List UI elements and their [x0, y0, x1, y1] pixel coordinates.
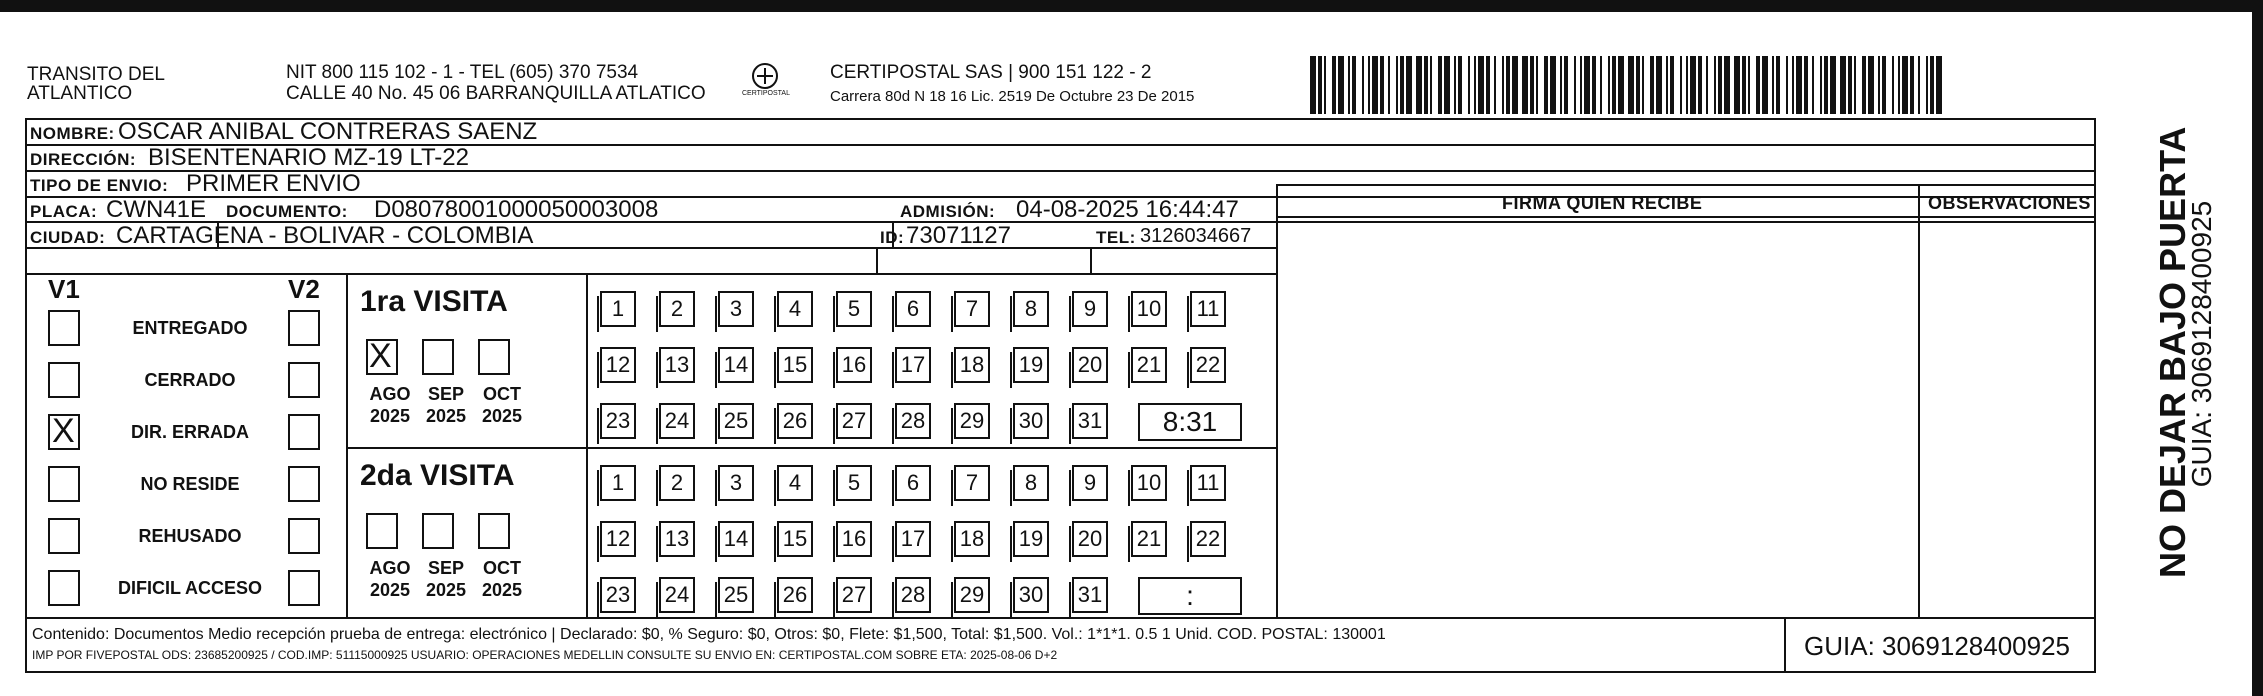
org-line1: TRANSITO DEL [27, 64, 165, 85]
barcode-bar [1636, 56, 1640, 114]
barcode-bar [1608, 56, 1610, 114]
month-checkbox[interactable] [478, 339, 510, 375]
barcode-bar [1734, 56, 1740, 114]
id-value: 73071127 [906, 222, 1011, 249]
day-box[interactable]: 10 [1131, 465, 1167, 501]
day-box[interactable]: 30 [1013, 577, 1049, 613]
barcode-bar [1522, 56, 1528, 114]
day-box[interactable]: 11 [1190, 465, 1226, 501]
day-box[interactable]: 12 [600, 347, 636, 383]
day-box[interactable]: 23 [600, 577, 636, 613]
day-box[interactable]: 11 [1190, 291, 1226, 327]
day-box[interactable]: 18 [954, 347, 990, 383]
day-box[interactable]: 2 [659, 465, 695, 501]
day-box[interactable]: 16 [836, 521, 872, 557]
barcode-bar [1550, 56, 1556, 114]
barcode-bar [1812, 56, 1814, 114]
footer-line1: Contenido: Documentos Medio recepción prueba de entrega: electrónico | Declarado: $0, % Seguro: $0, Otros: $0, Flete: $1,500, Total: $1,500. Vol.: 1*1*1. 0.5 1 Unid. COD. POSTAL: 130001 [32, 626, 1386, 643]
barcode-bar [1416, 56, 1422, 114]
rule [25, 273, 1278, 275]
barcode-bar [1724, 56, 1730, 114]
barcode-bar [1372, 56, 1378, 114]
v1-checkbox[interactable] [48, 570, 80, 606]
day-box[interactable]: 15 [777, 347, 813, 383]
year-label: 2025 [369, 406, 411, 426]
barcode-bar [1494, 56, 1496, 114]
placa-label: PLACA: [30, 202, 98, 221]
rule [346, 273, 348, 619]
day-box[interactable]: 27 [836, 403, 872, 439]
rule [1276, 184, 2096, 186]
logo-text: CERTIPOSTAL [742, 90, 790, 97]
barcode-bar [1564, 56, 1568, 114]
firma-header: FIRMA QUIEN RECIBE [1502, 193, 1703, 213]
barcode-bar [1910, 56, 1914, 114]
month-checkbox[interactable] [422, 339, 454, 375]
day-box[interactable]: 10 [1131, 291, 1167, 327]
day-box[interactable]: 24 [659, 403, 695, 439]
barcode-bar [1468, 56, 1470, 114]
documento-label: DOCUMENTO: [226, 202, 348, 221]
ciudad-value: CARTAGENA - BOLIVAR - COLOMBIA [116, 222, 534, 249]
footer-guia: GUIA: 3069128400925 [1804, 631, 2070, 661]
barcode-bar [1600, 56, 1602, 114]
side-text [2104, 126, 2244, 610]
day-box[interactable]: 26 [777, 403, 813, 439]
rule [25, 118, 27, 673]
year-label: 2025 [425, 406, 467, 426]
placa-value: CWN41E [106, 196, 207, 223]
barcode-bar [1898, 56, 1900, 114]
day-box[interactable]: 3 [718, 291, 754, 327]
barcode-bar [1670, 56, 1674, 114]
documento-value: D08078001000050003008 [374, 196, 659, 223]
barcode-bar [1502, 56, 1504, 114]
v1-checkbox[interactable] [48, 518, 80, 554]
nit-line: NIT 800 115 102 - 1 - TEL (605) 370 7534 [286, 62, 639, 83]
rule [346, 447, 1278, 449]
month-checkbox[interactable] [422, 513, 454, 549]
day-box[interactable]: 27 [836, 577, 872, 613]
rule [876, 247, 878, 273]
rule [1090, 247, 1092, 273]
barcode-bar [1592, 56, 1596, 114]
day-box[interactable]: 25 [718, 577, 754, 613]
day-box[interactable]: 7 [954, 291, 990, 327]
day-box[interactable]: 21 [1131, 347, 1167, 383]
status-label: DIR. ERRADA [130, 422, 249, 442]
day-box[interactable]: 6 [895, 291, 931, 327]
barcode-bar [1830, 56, 1836, 114]
day-box[interactable]: 1 [600, 291, 636, 327]
day-box[interactable]: 22 [1190, 347, 1226, 383]
day-box[interactable]: 13 [659, 347, 695, 383]
day-box[interactable]: 25 [718, 403, 754, 439]
company-line: CERTIPOSTAL SAS | 900 151 122 - 2 [830, 62, 1152, 83]
barcode-bar [1714, 56, 1716, 114]
rule [586, 273, 588, 619]
day-box[interactable]: 7 [954, 465, 990, 501]
day-box[interactable]: 26 [777, 577, 813, 613]
barcode-bar [1902, 56, 1908, 114]
nombre-value: OSCAR ANIBAL CONTRERAS SAENZ [118, 118, 538, 145]
barcode-bar [1380, 56, 1384, 114]
day-box[interactable]: 20 [1072, 347, 1108, 383]
day-box[interactable]: 15 [777, 521, 813, 557]
v1-checkbox[interactable] [48, 362, 80, 398]
barcode-bar [1706, 56, 1708, 114]
day-box[interactable]: 8 [1013, 465, 1049, 501]
rule [1276, 184, 1278, 619]
barcode-bar [1310, 56, 1316, 114]
v1-label: V1 [48, 274, 80, 304]
month-label: SEP [427, 384, 465, 404]
status-label: ENTREGADO [132, 318, 248, 338]
barcode-bar [1868, 56, 1874, 114]
year-label: 2025 [369, 580, 411, 600]
year-label: 2025 [481, 406, 523, 426]
barcode-bar [1388, 56, 1390, 114]
tel-label: TEL: [1096, 228, 1136, 247]
day-box[interactable]: 18 [954, 521, 990, 557]
barcode-bar [1930, 56, 1934, 114]
day-box[interactable]: 28 [895, 403, 931, 439]
barcode-bar [1756, 56, 1760, 114]
barcode-bar [1786, 56, 1788, 114]
status-label: NO RESIDE [140, 474, 240, 494]
barcode-bar [1772, 56, 1774, 114]
month-checkbox[interactable] [478, 513, 510, 549]
scan-top-edge [0, 0, 2263, 12]
rule [1276, 216, 2096, 218]
barcode-bar [1406, 56, 1412, 114]
day-box[interactable]: 12 [600, 521, 636, 557]
footer-line2: IMP POR FIVEPOSTAL ODS: 23685200925 / COD.IMP: 51115000925 USUARIO: OPERACIONES MEDELLIN CONSULTE SU ENVIO EN: CERTIPOSTAL.COM SOBRE ETA: 2025-08-06 D+2 [32, 648, 1058, 662]
barcode-bar [1892, 56, 1894, 114]
rule [1784, 617, 1786, 671]
barcode-bar [1318, 56, 1322, 114]
v1-checkbox[interactable] [48, 310, 80, 346]
v2-checkbox[interactable] [288, 414, 320, 450]
time-box: : [1138, 577, 1242, 615]
barcode-bar [1368, 56, 1370, 114]
ciudad-label: CIUDAD: [30, 228, 106, 247]
direccion-value: BISENTENARIO MZ-19 LT-22 [148, 144, 469, 171]
barcode-bar [1618, 56, 1624, 114]
barcode-bar [1776, 56, 1780, 114]
tel-value: 3126034667 [1140, 225, 1252, 247]
address-line: CALLE 40 No. 45 06 BARRANQUILLA ATLATICO [286, 83, 706, 104]
day-box[interactable]: 4 [777, 465, 813, 501]
barcode-bar [1506, 56, 1510, 114]
status-label: DIFICIL ACCESO [117, 578, 262, 598]
license-line: Carrera 80d N 18 16 Lic. 2519 De Octubre 23 De 2015 [830, 88, 1195, 105]
day-box[interactable]: 30 [1013, 403, 1049, 439]
v2-checkbox[interactable] [288, 310, 320, 346]
certipostal-logo [738, 60, 792, 104]
barcode-bar [1742, 56, 1746, 114]
org-line2: ATLANTICO [27, 83, 133, 104]
barcode-bar [1926, 56, 1928, 114]
month-checkbox[interactable] [366, 339, 398, 375]
day-box[interactable]: 6 [895, 465, 931, 501]
barcode-bar [1560, 56, 1562, 114]
tipo-value: PRIMER ENVIO [186, 170, 361, 197]
v2-checkbox[interactable] [288, 362, 320, 398]
barcode-bar [1424, 56, 1428, 114]
day-box[interactable]: 20 [1072, 521, 1108, 557]
month-label: AGO [369, 558, 411, 578]
barcode-bar [1656, 56, 1662, 114]
barcode-bar [1474, 56, 1476, 114]
direccion-label: DIRECCIÓN: [30, 150, 137, 169]
day-box[interactable]: 19 [1013, 347, 1049, 383]
barcode-bar [1544, 56, 1548, 114]
time-box: 8:31 [1138, 403, 1242, 441]
month-label: SEP [427, 558, 465, 578]
day-box[interactable]: 28 [895, 577, 931, 613]
check-mark: X [52, 412, 75, 450]
status-label: REHUSADO [138, 526, 242, 546]
barcode-bar [1486, 56, 1490, 114]
rule [1918, 184, 1920, 619]
month-checkbox[interactable] [366, 513, 398, 549]
year-label: 2025 [425, 580, 467, 600]
day-box[interactable]: 14 [718, 521, 754, 557]
barcode [1310, 56, 1945, 114]
no-dejar-bajo-puerta: NO DEJAR BAJO PUERTA [2152, 126, 2193, 578]
day-box[interactable]: 31 [1072, 403, 1108, 439]
barcode-bar [1792, 56, 1794, 114]
day-box[interactable]: 1 [600, 465, 636, 501]
id-label: ID: [880, 228, 905, 247]
month-label: OCT [483, 558, 521, 578]
day-box[interactable]: 21 [1131, 521, 1167, 557]
barcode-bar [1478, 56, 1484, 114]
scan-right-edge [2252, 0, 2263, 696]
barcode-bar [1430, 56, 1432, 114]
barcode-bar [1690, 56, 1696, 114]
barcode-bar [1878, 56, 1880, 114]
barcode-bar [1666, 56, 1668, 114]
day-box[interactable]: 5 [836, 465, 872, 501]
year-label: 2025 [481, 580, 523, 600]
barcode-bar [1820, 56, 1822, 114]
barcode-bar [1348, 56, 1350, 114]
barcode-bar [1438, 56, 1442, 114]
check-mark: X [369, 337, 392, 375]
barcode-bar [1918, 56, 1920, 114]
barcode-bar [1862, 56, 1866, 114]
barcode-bar [1580, 56, 1582, 114]
barcode-bar [1936, 56, 1942, 114]
barcode-bar [1796, 56, 1802, 114]
barcode-bar [1854, 56, 1856, 114]
barcode-bar [1748, 56, 1750, 114]
barcode-bar [1686, 56, 1688, 114]
barcode-bar [1324, 56, 1326, 114]
day-box[interactable]: 13 [659, 521, 695, 557]
barcode-bar [1536, 56, 1538, 114]
day-box[interactable]: 31 [1072, 577, 1108, 613]
v2-checkbox[interactable] [288, 570, 320, 606]
day-box[interactable]: 9 [1072, 291, 1108, 327]
barcode-bar [1804, 56, 1808, 114]
day-box[interactable]: 29 [954, 403, 990, 439]
nombre-label: NOMBRE: [30, 124, 115, 143]
barcode-bar [1444, 56, 1450, 114]
day-box[interactable]: 29 [954, 577, 990, 613]
admision-value: 04-08-2025 16:44:47 [1016, 196, 1239, 223]
day-box[interactable]: 17 [895, 347, 931, 383]
barcode-bar [1840, 56, 1846, 114]
rule [25, 671, 2096, 673]
barcode-bar [1628, 56, 1634, 114]
day-box[interactable]: 19 [1013, 521, 1049, 557]
day-box[interactable]: 16 [836, 347, 872, 383]
day-box[interactable]: 22 [1190, 521, 1226, 557]
barcode-bar [1332, 56, 1336, 114]
admision-label: ADMISIÓN: [900, 202, 996, 221]
barcode-bar [1400, 56, 1404, 114]
v1-checkbox[interactable] [48, 414, 80, 450]
barcode-bar [1512, 56, 1518, 114]
barcode-bar [1650, 56, 1654, 114]
rule [2094, 118, 2096, 673]
barcode-bar [1680, 56, 1682, 114]
v2-checkbox[interactable] [288, 518, 320, 554]
barcode-bar [1882, 56, 1886, 114]
side-guia: GUIA: 3069128400925 [2186, 200, 2217, 488]
day-box[interactable]: 8 [1013, 291, 1049, 327]
day-box[interactable]: 5 [836, 291, 872, 327]
barcode-bar [1396, 56, 1398, 114]
day-box[interactable]: 4 [777, 291, 813, 327]
barcode-bar [1824, 56, 1828, 114]
tipo-label: TIPO DE ENVIO: [30, 176, 169, 195]
barcode-bar [1454, 56, 1456, 114]
v2-checkbox[interactable] [288, 466, 320, 502]
status-label: CERRADO [144, 370, 236, 390]
barcode-bar [1848, 56, 1852, 114]
barcode-bar [1698, 56, 1702, 114]
barcode-bar [1642, 56, 1644, 114]
v1-checkbox[interactable] [48, 466, 80, 502]
day-box[interactable]: 24 [659, 577, 695, 613]
barcode-bar [1612, 56, 1616, 114]
barcode-bar [1762, 56, 1768, 114]
month-label: AGO [369, 384, 411, 404]
v2-label: V2 [288, 274, 320, 304]
day-box[interactable]: 2 [659, 291, 695, 327]
day-box[interactable]: 3 [718, 465, 754, 501]
visit-title: 1ra VISITA [360, 285, 508, 318]
barcode-bar [1338, 56, 1344, 114]
day-box[interactable]: 23 [600, 403, 636, 439]
month-label: OCT [483, 384, 521, 404]
day-box[interactable]: 17 [895, 521, 931, 557]
observaciones-header: OBSERVACIONES [1928, 193, 2091, 213]
barcode-bar [1584, 56, 1590, 114]
visit-title: 2da VISITA [360, 459, 515, 492]
barcode-bar [1352, 56, 1356, 114]
day-box[interactable]: 14 [718, 347, 754, 383]
barcode-bar [1458, 56, 1462, 114]
day-box[interactable]: 9 [1072, 465, 1108, 501]
barcode-bar [1530, 56, 1534, 114]
barcode-bar [1718, 56, 1722, 114]
barcode-bar [1362, 56, 1364, 114]
barcode-bar [1574, 56, 1576, 114]
